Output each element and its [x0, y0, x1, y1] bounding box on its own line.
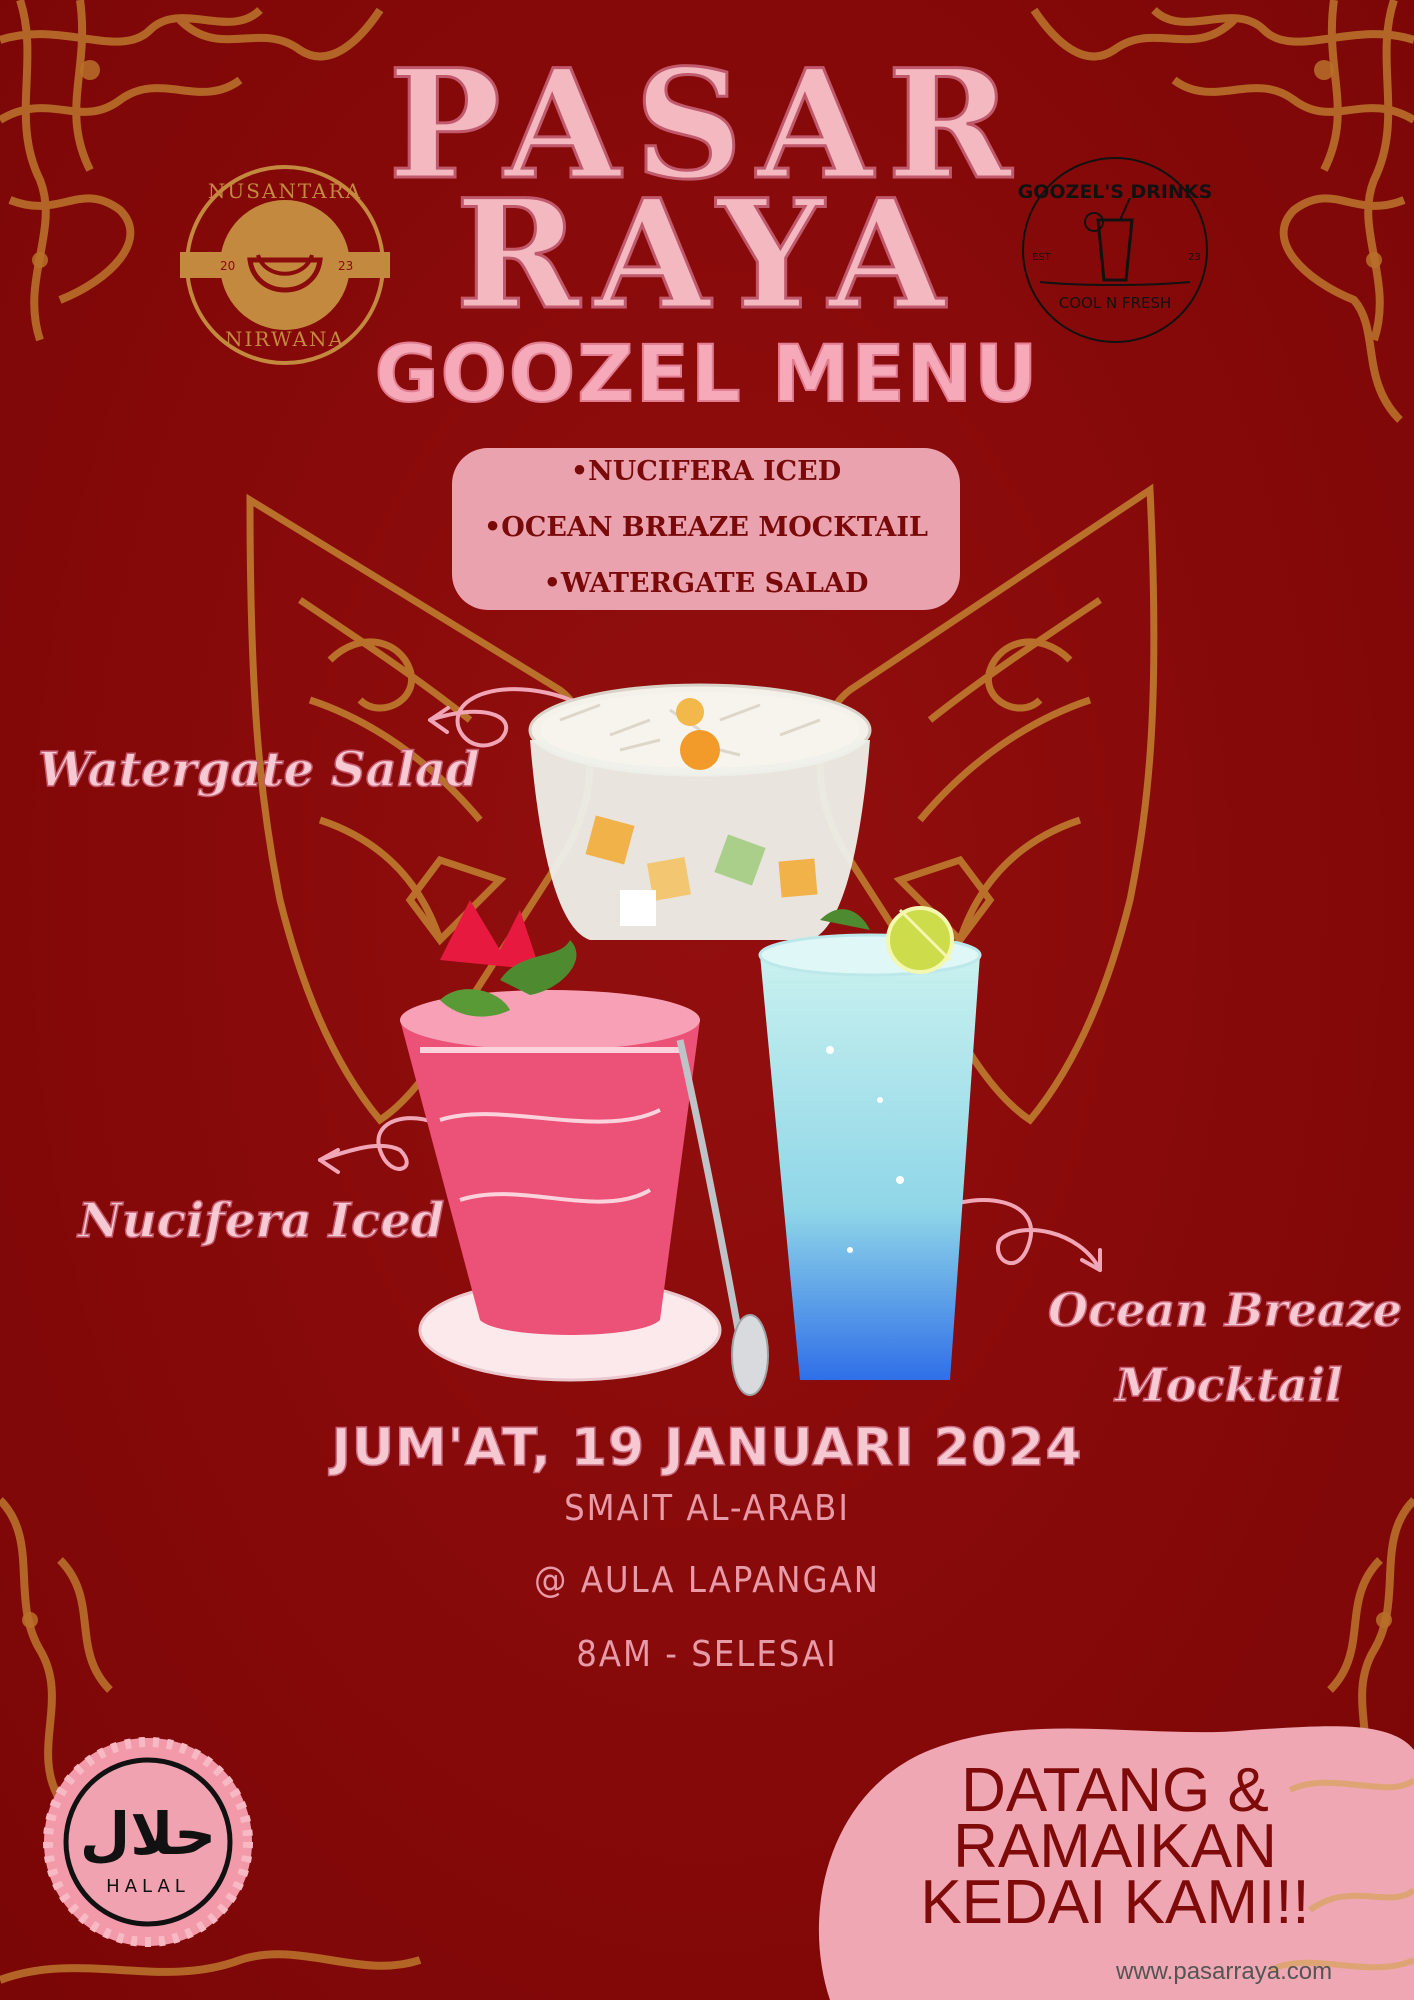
- event-venue: SMAIT AL-ARABI: [564, 1488, 850, 1529]
- halal-arabic: حلال: [79, 1800, 217, 1868]
- watergate-salad-image: [530, 685, 870, 940]
- event-time: 8AM - SELESAI: [576, 1634, 838, 1675]
- website-link[interactable]: www.pasarraya.com: [1116, 1958, 1333, 1985]
- cta-line-2: RAMAIKAN: [953, 1812, 1277, 1881]
- ocean-breaze-mocktail-image: [760, 908, 980, 1380]
- menu-item-watergate: •WATERGATE SALAD: [543, 568, 869, 599]
- label-ocean-breaze: Ocean Breaze: [1048, 1283, 1403, 1337]
- menu-item-nucifera: •NUCIFERA ICED: [570, 456, 842, 487]
- logo-year-right: 23: [338, 259, 354, 273]
- cta-line-1: DATANG &: [961, 1756, 1269, 1825]
- logo-tagline: COOL N FRESH: [1058, 294, 1172, 312]
- cta-line-3: KEDAI KAMI!!: [920, 1868, 1310, 1937]
- nucifera-iced-image: [400, 900, 768, 1395]
- label-mocktail: Mocktail: [1115, 1358, 1343, 1412]
- logo-top-text: NUSANTARA: [207, 179, 363, 203]
- label-watergate-salad: Watergate Salad: [38, 742, 480, 798]
- logo-year: 23: [1188, 252, 1201, 263]
- event-date: JUM'AT, 19 JANUARI 2024: [331, 1418, 1083, 1478]
- cta-message: [880, 1756, 1350, 1937]
- title-pasar: PASAR: [388, 37, 1026, 213]
- logo-arc-text: GOOZEL'S DRINKS: [1017, 181, 1213, 203]
- menu-item-ocean-breaze: •OCEAN BREAZE MOCKTAIL: [484, 512, 928, 543]
- logo-est: EST: [1032, 252, 1051, 263]
- halal-label: HALAL: [106, 1876, 190, 1897]
- halal-badge: [38, 1732, 258, 1952]
- title-raya: RAYA: [455, 167, 959, 343]
- menu-heading: GOOZEL MENU: [374, 330, 1040, 420]
- logo-year-left: 20: [220, 259, 236, 273]
- logo-bottom-text: NIRWANA: [225, 327, 345, 351]
- label-nucifera-iced: Nucifera Iced: [78, 1193, 445, 1249]
- event-location: @ AULA LAPANGAN: [534, 1560, 880, 1601]
